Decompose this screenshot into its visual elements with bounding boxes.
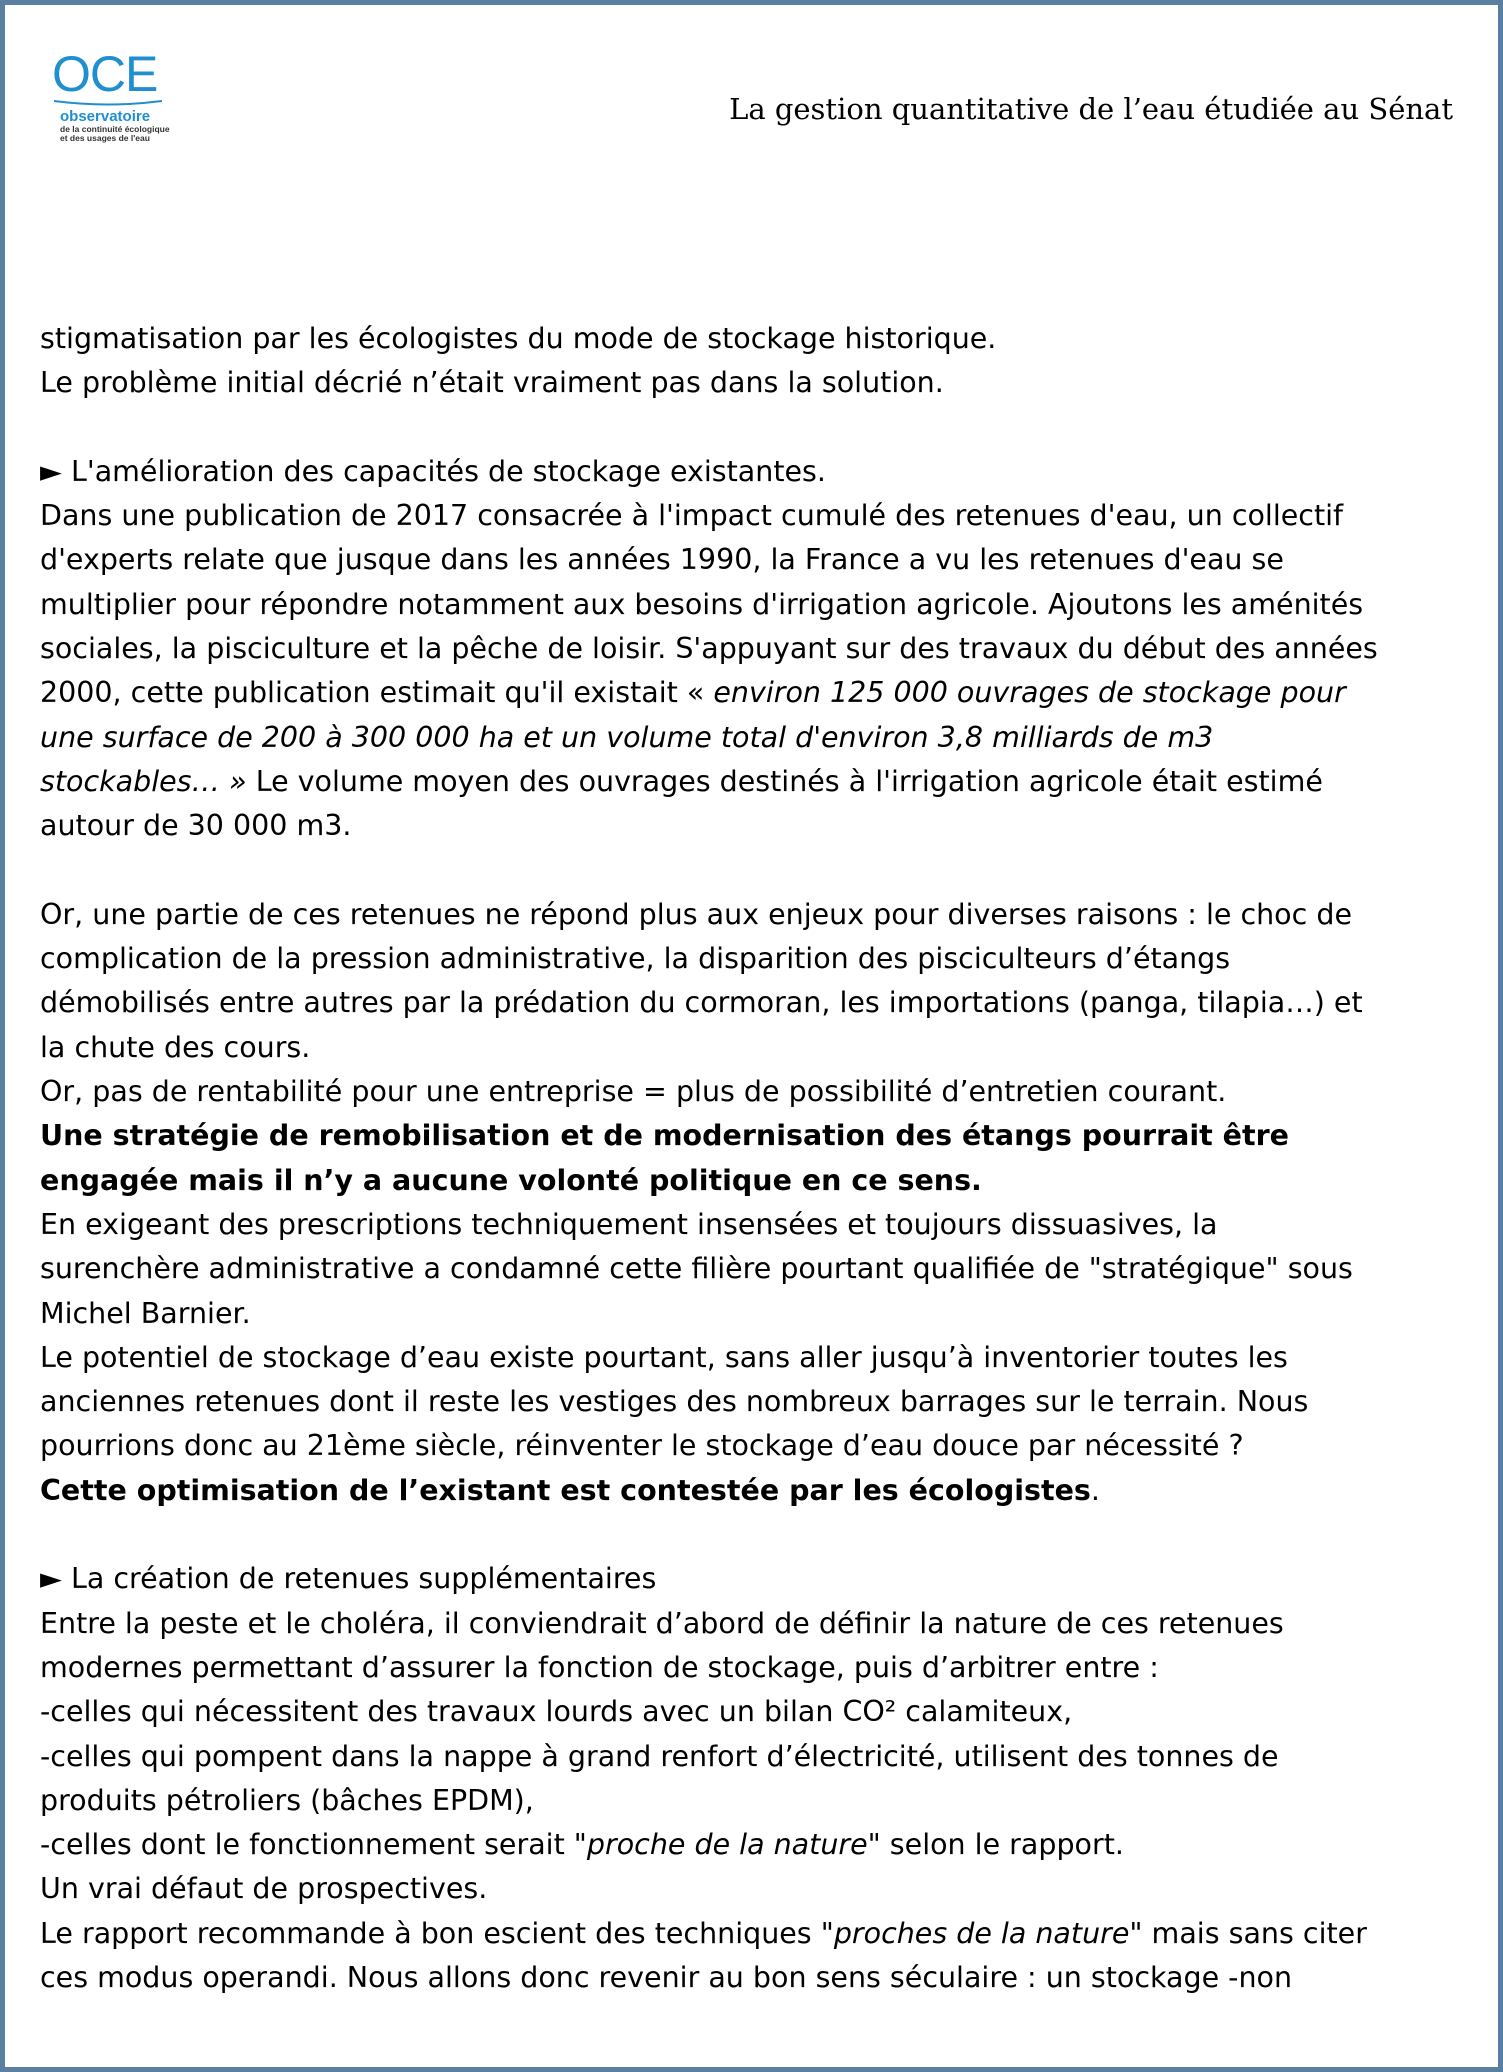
- text-line: Le potentiel de stockage d’eau existe pourtant, sans aller jusqu’à inventorier toutes les: [40, 1340, 1288, 1374]
- text-run: Le volume moyen des ouvrages destinés à l'irrigation agricole était estimé: [246, 764, 1323, 798]
- italic-phrase: proche de la nature: [586, 1828, 868, 1862]
- logo-name: observatoire: [60, 108, 151, 125]
- text-line: [40, 760, 1480, 804]
- section-heading-new: ► La création de retenues supplémentaires: [40, 1562, 657, 1596]
- text-line: stigmatisation par les écologistes du mode de stockage historique.: [40, 322, 997, 355]
- list-item: [40, 1823, 1480, 1867]
- logo-wave-icon: [54, 99, 162, 106]
- text-line: Un vrai défaut de prospectives.: [40, 1872, 488, 1906]
- text-line: complication de la pression administrative, la disparition des pisciculteurs d’étangs: [40, 942, 1231, 976]
- text-line: [40, 1469, 1480, 1513]
- text-line: Entre la peste et le choléra, il conviendrait d’abord de définir la nature de ces retenues: [40, 1606, 1284, 1640]
- text-line: En exigeant des prescriptions techniquement insensées et toujours dissuasives, la: [40, 1207, 1218, 1241]
- logo-tagline-1: de la continuité écologique: [60, 124, 170, 134]
- text-line: [40, 671, 1480, 715]
- text-line: surenchère administrative a condamné cette filière pourtant qualifiée de "stratégique" sous: [40, 1252, 1353, 1286]
- text-run: 2000, cette publication estimait qu'il existait «: [40, 676, 714, 710]
- text-line: pourrions donc au 21ème siècle, réinventer le stockage d’eau douce par nécessité ?: [40, 1429, 1244, 1463]
- header-title: La gestion quantitative de l’eau étudiée au Sénat: [729, 92, 1453, 126]
- text-line: Dans une publication de 2017 consacrée à l'impact cumulé des retenues d'eau, un collectif: [40, 499, 1344, 533]
- logo-acronym: OCE: [52, 46, 158, 102]
- text-line: produits pétroliers (bâches EPDM),: [40, 1783, 534, 1817]
- text-line: [40, 1912, 1480, 1956]
- text-run: .: [1090, 1473, 1100, 1507]
- oce-logo: [50, 46, 180, 149]
- text-line: ces modus operandi. Nous allons donc revenir au bon sens séculaire : un stockage -non: [40, 1960, 1293, 1994]
- text-line: Michel Barnier.: [40, 1296, 251, 1330]
- quote-text: stockables… »: [40, 764, 247, 798]
- text-run: " mais sans citer: [1129, 1916, 1367, 1950]
- bold-statement: Cette optimisation de l’existant est contestée par les écologistes: [40, 1473, 1091, 1507]
- blank-line: [40, 1513, 1480, 1557]
- text-line: autour de 30 000 m3.: [40, 809, 352, 843]
- text-run: Le rapport recommande à bon escient des techniques ": [40, 1916, 834, 1950]
- bold-statement: Une stratégie de remobilisation et de modernisation des étangs pourrait être: [40, 1119, 1290, 1153]
- text-line: la chute des cours.: [40, 1030, 311, 1064]
- text-line: démobilisés entre autres par la prédation du cormoran, les importations (panga, tilapia…) et: [40, 986, 1363, 1020]
- italic-phrase: proches de la nature: [833, 1916, 1130, 1950]
- bold-statement: engagée mais il n’y a aucune volonté politique en ce sens.: [40, 1163, 982, 1197]
- document-body: [40, 317, 1480, 2000]
- list-item: -celles qui nécessitent des travaux lourds avec un bilan CO² calamiteux,: [40, 1695, 1073, 1729]
- text-line: Or, une partie de ces retenues ne répond plus aux enjeux pour diverses raisons : le choc de: [40, 897, 1352, 931]
- section-heading-existing: ► L'amélioration des capacités de stockage existantes.: [40, 454, 826, 488]
- quote-text: une surface de 200 à 300 000 ha et un volume total d'environ 3,8 milliards de m3: [40, 720, 1214, 754]
- blank-line: [40, 406, 1480, 450]
- text-line: multiplier pour répondre notamment aux besoins d'irrigation agricole. Ajoutons les aménités: [40, 587, 1364, 621]
- text-line: modernes permettant d’assurer la fonction de stockage, puis d’arbitrer entre :: [40, 1650, 1159, 1684]
- text-line: Or, pas de rentabilité pour une entreprise = plus de possibilité d’entretien courant.: [40, 1075, 1227, 1109]
- text-line: Le problème initial décrié n’était vraiment pas dans la solution.: [40, 366, 944, 400]
- quote-text: environ 125 000 ouvrages de stockage pour: [713, 676, 1346, 710]
- text-line: sociales, la pisciculture et la pêche de loisir. S'appuyant sur des travaux du début des années: [40, 632, 1378, 666]
- text-run: " selon le rapport.: [867, 1828, 1124, 1862]
- blank-line: [40, 849, 1480, 893]
- logo-tagline-2: et des usages de l'eau: [60, 133, 150, 143]
- list-item: -celles qui pompent dans la nappe à grand renfort d’électricité, utilisent des tonnes de: [40, 1739, 1279, 1773]
- text-line: anciennes retenues dont il reste les vestiges des nombreux barrages sur le terrain. Nous: [40, 1385, 1309, 1419]
- text-run: -celles dont le fonctionnement serait ": [40, 1828, 587, 1862]
- text-line: d'experts relate que jusque dans les années 1990, la France a vu les retenues d'eau se: [40, 543, 1284, 577]
